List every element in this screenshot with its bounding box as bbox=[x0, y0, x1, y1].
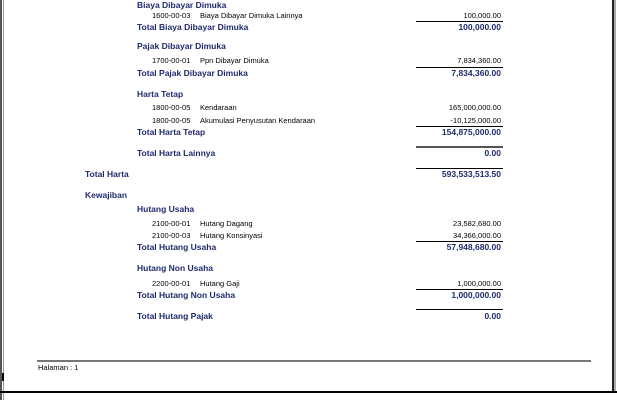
account-code: 2100-00-03 bbox=[152, 231, 191, 240]
account-amount: -10,125,000.00 bbox=[450, 116, 501, 125]
total-label-pajak-dibayar-dimuka: Total Pajak Dibayar Dimuka bbox=[137, 68, 248, 78]
total-amount-hutang-usaha: 57,948,680.00 bbox=[446, 242, 501, 252]
account-name: Hutang Konsinyasi bbox=[200, 231, 263, 240]
total-label-biaya-dibayar-dimuka: Total Biaya Dibayar Dimuka bbox=[137, 22, 249, 32]
total-label-hutang-pajak: Total Hutang Pajak bbox=[137, 311, 213, 321]
account-code: 1700-00-01 bbox=[152, 56, 191, 65]
account-amount: 165,000,000.00 bbox=[448, 103, 501, 112]
total-amount-harta: 593,533,513.50 bbox=[441, 169, 501, 179]
total-label-harta-lainnya: Total Harta Lainnya bbox=[137, 148, 216, 158]
section-heading-hutang-non-usaha: Hutang Non Usaha bbox=[137, 263, 214, 273]
total-label-harta-tetap: Total Harta Tetap bbox=[137, 127, 206, 137]
account-amount: 100,000.00 bbox=[463, 11, 501, 20]
page-number: Halaman : 1 bbox=[38, 363, 79, 372]
account-code: 1800-00-05 bbox=[152, 116, 191, 125]
subtotal-rule bbox=[416, 309, 503, 310]
account-amount: 23,582,680.00 bbox=[453, 219, 501, 228]
account-name: Hutang Gaji bbox=[200, 279, 240, 288]
account-code: 2100-00-01 bbox=[152, 219, 191, 228]
page-edge-marker bbox=[2, 373, 4, 381]
total-amount-hutang-non-usaha: 1,000,000.00 bbox=[451, 290, 501, 300]
account-code: 1800-00-05 bbox=[152, 103, 191, 112]
section-heading-hutang-usaha: Hutang Usaha bbox=[137, 204, 195, 214]
page-border-bottom bbox=[0, 391, 617, 393]
total-amount-pajak-dibayar-dimuka: 7,834,360.00 bbox=[451, 68, 501, 78]
page-border-right-shadow bbox=[614, 0, 616, 392]
section-heading-harta-tetap: Harta Tetap bbox=[137, 89, 184, 99]
section-heading-kewajiban: Kewajiban bbox=[85, 190, 128, 200]
account-name: Ppn Dibayar Dimuka bbox=[200, 56, 269, 65]
section-heading-pajak-dibayar-dimuka: Pajak Dibayar Dimuka bbox=[137, 41, 226, 51]
section-heading-biaya-dibayar-dimuka: Biaya Dibayar Dimuka bbox=[137, 0, 227, 10]
account-name: Kendaraan bbox=[200, 103, 237, 112]
total-amount-harta-lainnya: 0.00 bbox=[484, 148, 501, 158]
footer-rule bbox=[37, 360, 591, 362]
account-amount: 7,834,360.00 bbox=[457, 56, 501, 65]
total-label-hutang-usaha: Total Hutang Usaha bbox=[137, 242, 217, 252]
page-border-left bbox=[0, 0, 2, 400]
account-name: Hutang Dagang bbox=[200, 219, 253, 228]
account-code: 1600-00-03 bbox=[152, 11, 191, 20]
total-label-hutang-non-usaha: Total Hutang Non Usaha bbox=[137, 290, 236, 300]
account-amount: 1,000,000.00 bbox=[457, 279, 501, 288]
total-amount-biaya-dibayar-dimuka: 100,000.00 bbox=[458, 22, 501, 32]
account-amount: 34,366,000.00 bbox=[453, 231, 501, 240]
account-code: 2200-00-01 bbox=[152, 279, 191, 288]
total-amount-hutang-pajak: 0.00 bbox=[484, 311, 501, 321]
page-border-left-inner bbox=[3, 0, 4, 400]
total-label-harta: Total Harta bbox=[85, 169, 129, 179]
total-amount-harta-tetap: 154,875,000.00 bbox=[441, 127, 501, 137]
account-name: Biaya Dibayar Dimuka Lainnya bbox=[200, 11, 303, 20]
account-name: Akumulasi Penyusutan Kendaraan bbox=[200, 116, 316, 125]
